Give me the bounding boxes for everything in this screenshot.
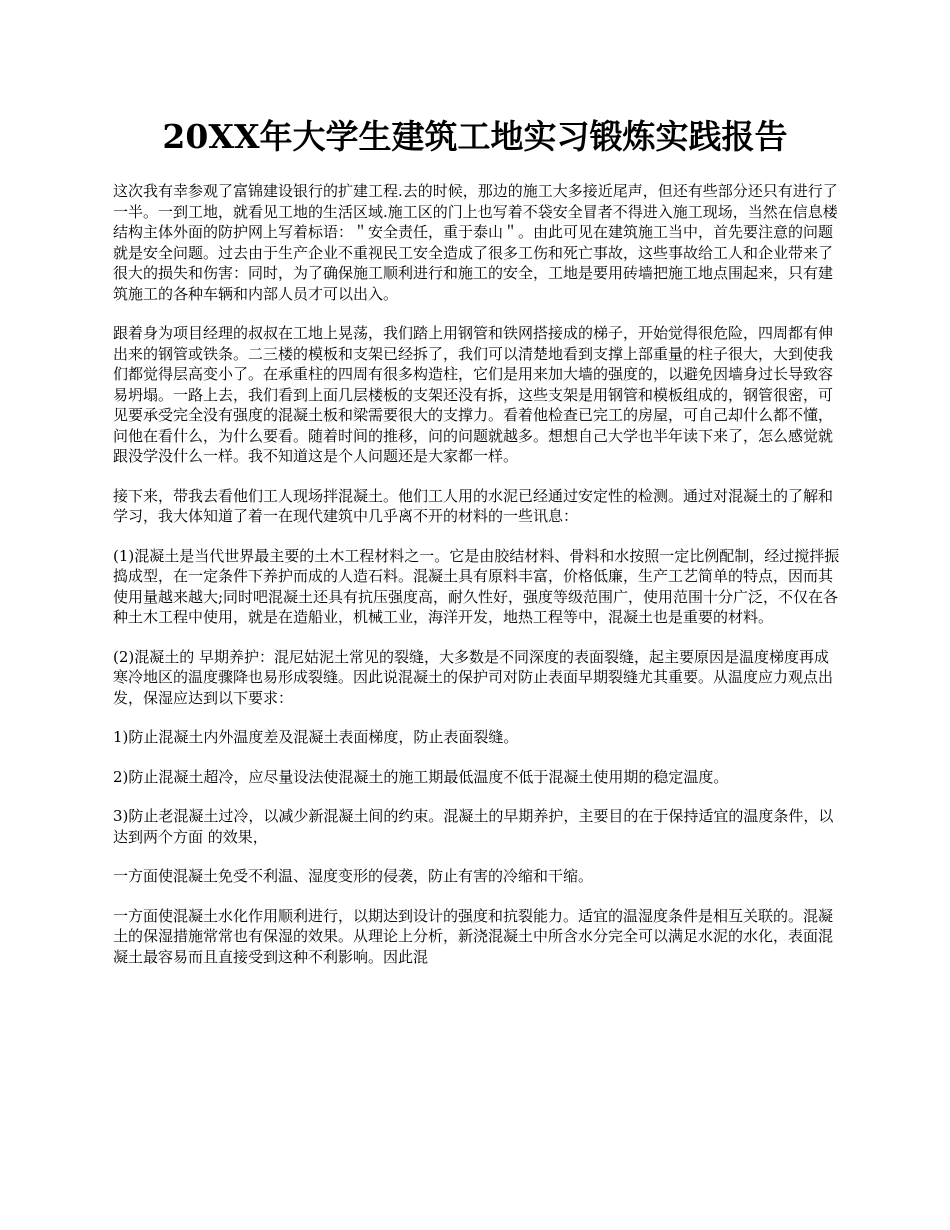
paragraph-requirement-2: 2)防止混凝土超冷，应尽量设法使混凝土的施工期最低温度不低于混凝土使用期的稳定温度。: [113, 767, 729, 786]
paragraph-effect-2: 一方面使混凝土水化作用顺利进行，以期达到设计的强度和抗裂能力。适宜的温湿度条件是相互关联的。混凝土的保湿措施常常也有保湿的效果。从理论上分析，新浇混凝土中所含水分完全可以满足水泥的水化，表面混凝土最容易而且直接受到这种不利影响。因此混: [113, 906, 834, 966]
paragraph-effect-1: 一方面使混凝土免受不利温、湿度变形的侵袭，防止有害的冷缩和干缩。: [113, 867, 594, 885]
paragraph-early-curing: (2)混凝土的 早期养护：混尼姑泥土常见的裂缝，大多数是不同深度的表面裂缝，起主要原因是温度梯度再成寒冷地区的温度骤降也易形成裂缝。因此说混凝土的保护司对防止表面早期裂缝尤其重要。从温度应力观点出发，保湿应达到以下要求：: [113, 647, 834, 707]
document-body: [113, 181, 840, 986]
paragraph-intro: 这次我有幸参观了富锦建设银行的扩建工程.去的时候，那边的施工大多接近尾声，但还有些部分还只有进行了一半。一到工地，就看见工地的生活区域.施工区的门上也写着不袋安全冒者不得进入施工现场，当然在信息楼结构主体外面的防护网上写着标语：＂安全责任，重于泰山＂。由此可见在建筑施工当中，首先要注意的问题就是安全问题。过去由于生产企业不重视民工安全造成了很多工伤和死亡事故，这些事故给工人和企业带来了很大的损失和伤害：同时，为了确保施工顺利进行和施工的安全，工地是要用砖墙把施工地点围起来，只有建筑施工的各种车辆和内部人员才可以出入。: [113, 182, 838, 303]
paragraph-requirement-3: 3)防止老混凝土过冷，以减少新混凝土间的约束。混凝土的早期养护，主要目的在于保持适宜的温度条件，以达到两个方面 的效果，: [113, 807, 834, 846]
paragraph-concrete-material: (1)混凝土是当代世界最主要的土木工程材料之一。它是由胶结材料、骨料和水按照一定比例配制，经过搅拌振捣成型，在一定条件下养护而成的人造石料。混凝土具有原料丰富，价格低廉，生产工艺简单的特点，因而其使用量越来越大;同时吧混凝土还具有抗压强度高，耐久性好，强度等级范围广，使用范围十分广泛，不仅在各种土木工程中使用，就是在造船业，机械工业，海洋开发，地热工程等中，混凝土也是重要的材料。: [113, 546, 840, 626]
paragraph-requirement-1: 1)防止混凝土内外温度差及混凝土表面梯度，防止表面裂缝。: [113, 728, 519, 746]
paragraph-site-tour: 跟着身为项目经理的叔叔在工地上晃荡，我们踏上用钢管和铁网搭接成的梯子，开始觉得很危险，四周都有伸出来的钢管或铁条。二三楼的模板和支架已经拆了，我们可以清楚地看到支撑上部重量的柱子很大，大到使我们都觉得层高变小了。在承重柱的四周有很多构造柱，它们是用来加大墙的强度的，以避免因墙身过长导致容易坍塌。一路上去，我们看到上面几层楼板的支架还没有拆，这些支架是用钢管和模板组成的，钢管很密，可见要承受完全没有强度的混凝土板和梁需要很大的支撑力。看着他检查已完工的房屋，可自己却什么都不懂，问他在看什么，为什么要看。随着时间的推移，问的问题就越多。想想自己大学也半年读下来了，怎么感觉就跟没学没什么一样。我不知道这是个人问题还是大家都一样。: [113, 324, 834, 465]
document-title: 20XX年大学生建筑工地实习锻炼实践报告: [162, 117, 788, 156]
paragraph-concrete-intro: 接下来，带我去看他们工人现场拌混凝土。他们工人用的水泥已经通过安定性的检测。通过对混凝土的了解和学习，我大体知道了着一在现代建筑中几乎离不开的材料的一些讯息：: [113, 486, 834, 525]
